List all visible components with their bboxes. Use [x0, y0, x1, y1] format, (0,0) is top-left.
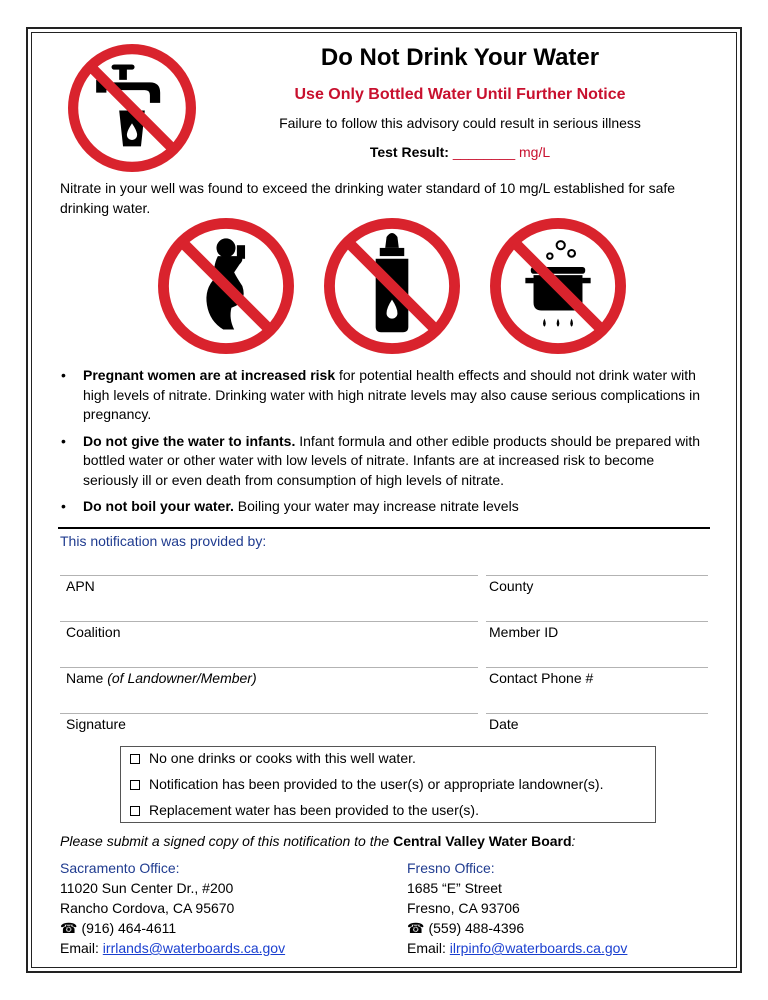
date-field[interactable]	[486, 713, 708, 714]
board-name: Central Valley Water Board	[393, 833, 572, 849]
list-item	[60, 497, 708, 517]
office-name: Sacramento Office:	[60, 860, 180, 876]
office-name: Fresno Office:	[407, 860, 495, 876]
bullet-text: for potential health effects and should not drink water with high levels of nitrate. Drinking water with high nitrate levels may also cause serious complications in pregnancy.	[83, 367, 701, 422]
submit-note-prefix: Please submit a signed copy of this notification to the	[60, 833, 394, 849]
bullet-text: Boiling your water may increase nitrate levels	[233, 498, 519, 514]
signature-label: Signature	[66, 716, 126, 732]
no-boiling-pot-icon	[490, 218, 626, 354]
county-field[interactable]	[486, 575, 708, 576]
email-label: Email:	[60, 940, 103, 956]
checkbox[interactable]	[130, 754, 140, 764]
list-item	[60, 366, 708, 425]
list-item	[60, 432, 708, 491]
member-id-label: Member ID	[489, 624, 559, 640]
sacramento-office	[60, 858, 285, 958]
phone-number: (559) 488-4396	[428, 920, 525, 936]
office-phone	[60, 918, 285, 938]
office-email	[407, 938, 627, 958]
no-tap-water-icon	[68, 44, 196, 172]
office-phone	[407, 918, 627, 938]
office-address-line: Fresno, CA 93706	[407, 900, 520, 916]
apn-field[interactable]	[60, 575, 478, 576]
bullet-bold: Do not boil your water.	[83, 498, 234, 514]
test-result-label: Test Result:	[369, 144, 449, 160]
office-address-line: Rancho Cordova, CA 95670	[60, 900, 235, 916]
no-pregnant-drinking-icon	[158, 218, 294, 354]
no-baby-bottle-icon	[324, 218, 460, 354]
phone-number: (916) 464-4611	[81, 920, 177, 936]
checkbox-item[interactable]	[130, 802, 479, 818]
fresno-office	[407, 858, 627, 958]
checkbox[interactable]	[130, 780, 140, 790]
subtitle: Use Only Bottled Water Until Further Notice	[294, 86, 626, 103]
submit-note	[60, 833, 575, 849]
submit-note-suffix: :	[571, 833, 576, 849]
warning-text: Failure to follow this advisory could result in serious illness	[279, 115, 641, 131]
bullet-text: Infant formula and other edible products should be prepared with bottled water or other water with low levels of nitrate. Infants are at increased risk to become seriously ill or even death from consumption of high levels of nitrate.	[83, 432, 701, 488]
name-field[interactable]	[60, 667, 478, 668]
email-label: Email:	[407, 940, 450, 956]
page-title: Do Not Drink Your Water	[320, 44, 600, 71]
county-label: County	[489, 578, 534, 594]
provided-by-heading: This notification was provided by:	[60, 533, 267, 549]
office-address-line: 11020 Sun Center Dr., #200	[60, 880, 234, 896]
office-email	[60, 938, 285, 958]
checkbox-label: Replacement water has been provided to the user(s).	[149, 802, 479, 818]
coalition-label: Coalition	[66, 624, 121, 640]
bullet-bold: Pregnant women are at increased risk	[83, 367, 336, 383]
checkbox-item[interactable]	[130, 776, 603, 792]
member-id-field[interactable]	[486, 621, 708, 622]
checkbox-label: No one drinks or cooks with this well water.	[149, 750, 416, 766]
bullet-bold: Do not give the water to infants.	[83, 432, 296, 449]
contact-phone-field[interactable]	[486, 667, 708, 668]
signature-field[interactable]	[60, 713, 478, 714]
date-label: Date	[489, 716, 519, 732]
name-label-note: (of Landowner/Member)	[107, 670, 257, 686]
section-divider	[58, 527, 710, 529]
name-label	[66, 670, 257, 686]
checkbox-item[interactable]	[130, 750, 416, 766]
checkbox[interactable]	[130, 806, 140, 816]
phone-icon: ☎	[60, 920, 78, 936]
test-result	[240, 144, 680, 160]
contact-phone-label: Contact Phone #	[489, 670, 594, 686]
coalition-field[interactable]	[60, 621, 478, 622]
name-label-text: Name	[66, 670, 108, 686]
apn-label: APN	[66, 578, 95, 594]
advisory-list	[60, 366, 708, 524]
phone-icon: ☎	[407, 920, 425, 936]
checkbox-label: Notification has been provided to the user(s) or appropriate landowner(s).	[149, 776, 604, 792]
email-link[interactable]: irrlands@waterboards.ca.gov	[102, 940, 286, 956]
office-address-line: 1685 “E” Street	[407, 880, 502, 896]
intro-paragraph: Nitrate in your well was found to exceed the drinking water standard of 10 mg/L established for safe drinking water.	[60, 180, 676, 216]
email-link[interactable]: ilrpinfo@waterboards.ca.gov	[449, 940, 628, 956]
test-result-value: ________ mg/L	[452, 144, 551, 160]
